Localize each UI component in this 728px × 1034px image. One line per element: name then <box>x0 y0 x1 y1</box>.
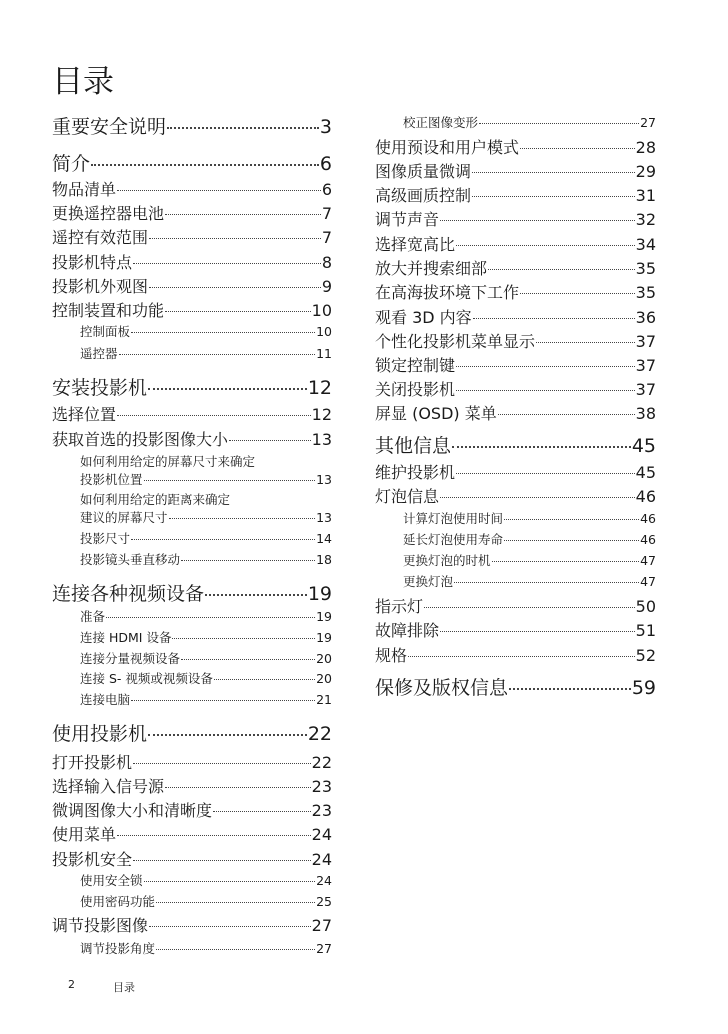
toc-entry-label-line1: 如何利用给定的屏幕尺寸来确定 <box>80 454 256 469</box>
toc-entry-page: 29 <box>635 162 656 181</box>
dot-leader <box>479 123 639 124</box>
toc-entry-page: 45 <box>635 463 656 482</box>
toc-entry-page: 27 <box>311 916 332 935</box>
toc-entry[interactable] <box>80 669 332 687</box>
toc-entry-label: 个性化投影机菜单显示 <box>375 332 536 351</box>
toc-entry[interactable] <box>52 913 332 936</box>
toc-entry[interactable] <box>403 113 656 131</box>
toc-entry-label: 控制面板 <box>80 324 131 339</box>
toc-entry[interactable] <box>52 427 332 450</box>
dot-leader <box>440 220 635 221</box>
dot-leader <box>131 539 315 540</box>
toc-entry-page: 38 <box>635 404 656 423</box>
dot-leader <box>473 318 635 319</box>
toc-entry[interactable] <box>375 353 656 376</box>
toc-entry-page: 36 <box>635 308 656 327</box>
dot-leader <box>214 679 315 680</box>
toc-entry-label: 选择宽高比 <box>375 235 456 254</box>
toc-entry[interactable] <box>80 529 332 547</box>
toc-entry[interactable] <box>52 112 332 139</box>
toc-entry-label: 校正图像变形 <box>403 115 479 130</box>
toc-entry-page: 12 <box>311 405 332 424</box>
toc-entry-page: 46 <box>640 532 656 547</box>
toc-entry[interactable] <box>52 177 332 200</box>
toc-entry-page: 22 <box>311 753 332 772</box>
toc-entry-label: 延长灯泡使用寿命 <box>403 532 504 547</box>
dot-leader <box>156 949 315 950</box>
toc-entry[interactable] <box>80 508 332 526</box>
toc-entry-page: 51 <box>635 621 656 640</box>
dot-leader <box>181 560 315 561</box>
toc-entry-label: 重要安全说明 <box>52 116 167 138</box>
toc-entry-label: 更换灯泡的时机 <box>403 553 491 568</box>
toc-entry[interactable] <box>403 509 656 527</box>
toc-entry-label: 使用安全锁 <box>80 873 143 888</box>
toc-entry-label: 微调图像大小和清晰度 <box>52 801 213 820</box>
dot-leader <box>408 656 635 657</box>
toc-entry-page: 7 <box>321 228 332 247</box>
toc-entry[interactable] <box>80 649 332 667</box>
toc-entry[interactable] <box>403 530 656 548</box>
toc-entry[interactable] <box>52 373 332 400</box>
toc-entry-page: 35 <box>635 259 656 278</box>
dot-leader <box>149 926 311 927</box>
toc-entry[interactable] <box>80 892 332 910</box>
toc-entry[interactable] <box>375 256 656 279</box>
toc-entry-page: 32 <box>635 210 656 229</box>
toc-entry-page: 24 <box>311 850 332 869</box>
toc-entry-label: 投影机外观图 <box>52 277 149 296</box>
toc-entry-page: 18 <box>316 552 332 567</box>
toc-entry[interactable] <box>375 377 656 400</box>
toc-entry-label: 遥控有效范围 <box>52 228 149 247</box>
toc-entry[interactable] <box>52 847 332 870</box>
toc-entry-page: 6 <box>319 153 332 175</box>
toc-entry-page: 13 <box>311 430 332 449</box>
toc-entry-label: 调节投影图像 <box>52 916 149 935</box>
toc-entry[interactable] <box>80 322 332 340</box>
toc-entry-page: 13 <box>316 510 332 525</box>
toc-entry-label: 连接 HDMI 设备 <box>80 630 172 645</box>
toc-entry-page: 45 <box>631 435 656 457</box>
toc-entry-label: 规格 <box>375 646 408 665</box>
toc-entry-label: 放大并搜索细部 <box>375 259 488 278</box>
toc-entry-label: 调节投影角度 <box>80 941 156 956</box>
toc-entry-page: 50 <box>635 597 656 616</box>
toc-entry-label: 调节声音 <box>375 210 440 229</box>
page-title: 目录 <box>52 64 114 100</box>
toc-entry-label: 打开投影机 <box>52 753 133 772</box>
toc-entry-page: 25 <box>316 894 332 909</box>
toc-entry[interactable] <box>52 402 332 425</box>
dot-leader <box>172 638 315 639</box>
toc-entry[interactable] <box>375 135 656 158</box>
toc-entry[interactable] <box>52 250 332 273</box>
dot-leader <box>472 172 635 173</box>
toc-entry[interactable] <box>52 298 332 321</box>
toc-entry-page: 11 <box>316 346 332 361</box>
toc-entry[interactable] <box>375 673 656 700</box>
toc-entry-label: 其他信息 <box>375 435 452 457</box>
toc-entry-label: 投影机安全 <box>52 850 133 869</box>
toc-entry-label: 观看 3D 内容 <box>375 308 472 327</box>
toc-entry-label: 控制装置和功能 <box>52 301 165 320</box>
dot-leader <box>498 414 635 415</box>
toc-entry-page: 19 <box>316 609 332 624</box>
toc-entry-page: 19 <box>307 583 332 605</box>
toc-entry[interactable] <box>403 551 656 569</box>
dot-leader <box>165 214 321 215</box>
toc-entry-page: 24 <box>311 825 332 844</box>
toc-entry-label: 安装投影机 <box>52 377 148 399</box>
dot-leader <box>213 811 311 812</box>
toc-entry-page: 22 <box>307 723 332 745</box>
toc-entry[interactable] <box>375 484 656 507</box>
dot-leader <box>488 269 635 270</box>
toc-entry-page: 59 <box>631 677 656 699</box>
dot-leader <box>117 190 321 191</box>
dot-leader <box>167 127 319 129</box>
toc-entry-label: 连接各种视频设备 <box>52 583 205 605</box>
toc-entry[interactable] <box>375 431 656 458</box>
toc-entry-page: 20 <box>316 671 332 686</box>
footer-page-number: 2 <box>68 978 75 991</box>
toc-entry[interactable] <box>52 579 332 606</box>
footer-section-label: 目录 <box>113 981 135 994</box>
toc-entry-page: 28 <box>635 138 656 157</box>
dot-leader <box>440 497 635 498</box>
toc-entry-label: 建议的屏幕尺寸 <box>80 510 168 525</box>
toc-entry-label: 获取首选的投影图像大小 <box>52 430 229 449</box>
toc-entry[interactable] <box>80 607 332 625</box>
dot-leader <box>119 354 316 355</box>
toc-entry[interactable] <box>80 690 332 708</box>
toc-entry[interactable] <box>80 939 332 957</box>
toc-entry-label: 遥控器 <box>80 346 118 361</box>
toc-entry-label: 投影尺寸 <box>80 531 131 546</box>
toc-entry-page: 47 <box>640 553 656 568</box>
dot-leader <box>472 196 635 197</box>
toc-entry[interactable] <box>80 344 332 362</box>
toc-entry[interactable] <box>375 401 656 424</box>
dot-leader <box>456 366 635 367</box>
toc-entry[interactable] <box>375 280 656 303</box>
toc-entry-label: 准备 <box>80 609 106 624</box>
toc-entry[interactable] <box>375 232 656 255</box>
toc-entry-page: 3 <box>319 116 332 138</box>
dot-leader <box>148 734 307 736</box>
dot-leader <box>424 607 635 608</box>
toc-entry-label: 计算灯泡使用时间 <box>403 511 504 526</box>
toc-entry-label: 连接电脑 <box>80 692 131 707</box>
dot-leader <box>133 263 321 264</box>
toc-entry[interactable] <box>375 594 656 617</box>
toc-entry-page: 20 <box>316 651 332 666</box>
toc-entry-page: 23 <box>311 777 332 796</box>
dot-leader <box>205 594 307 596</box>
toc-entry-page: 7 <box>321 204 332 223</box>
toc-entry-label: 使用密码功能 <box>80 894 156 909</box>
dot-leader <box>536 342 635 343</box>
toc-entry-page: 37 <box>635 380 656 399</box>
toc-entry-label: 投影镜头垂直移动 <box>80 552 181 567</box>
toc-entry[interactable] <box>375 207 656 230</box>
toc-entry-label: 投影机位置 <box>80 472 143 487</box>
toc-entry-page: 47 <box>640 574 656 589</box>
toc-entry-label: 使用菜单 <box>52 825 117 844</box>
toc-entry-page: 13 <box>316 472 332 487</box>
toc-entry-label: 物品清单 <box>52 180 117 199</box>
dot-leader <box>165 311 311 312</box>
toc-entry-page: 14 <box>316 531 332 546</box>
toc-entry-page: 46 <box>635 487 656 506</box>
dot-leader <box>169 518 316 519</box>
toc-entry-page: 12 <box>307 377 332 399</box>
toc-entry-page: 9 <box>321 277 332 296</box>
dot-leader <box>91 164 319 166</box>
toc-entry[interactable] <box>375 329 656 352</box>
dot-leader <box>133 763 311 764</box>
dot-leader <box>520 293 635 294</box>
toc-entry-label: 选择输入信号源 <box>52 777 165 796</box>
toc-entry-page: 37 <box>635 356 656 375</box>
toc-entry-label: 更换遥控器电池 <box>52 204 165 223</box>
toc-entry-label: 使用预设和用户模式 <box>375 138 520 157</box>
toc-entry-page: 35 <box>635 283 656 302</box>
toc-entry[interactable] <box>80 871 332 889</box>
dot-leader <box>229 440 311 441</box>
toc-entry-label: 更换灯泡 <box>403 574 454 589</box>
toc-entry-page: 34 <box>635 235 656 254</box>
toc-entry[interactable] <box>52 149 332 176</box>
toc-entry-label: 在高海拔环境下工作 <box>375 283 520 302</box>
toc-entry-label: 故障排除 <box>375 621 440 640</box>
toc-entry-label: 灯泡信息 <box>375 487 440 506</box>
dot-leader <box>156 902 315 903</box>
toc-entry[interactable] <box>80 628 332 646</box>
dot-leader <box>452 446 631 448</box>
toc-entry-label: 锁定控制键 <box>375 356 456 375</box>
toc-entry[interactable] <box>403 572 656 590</box>
dot-leader <box>456 473 635 474</box>
toc-entry-label: 连接分量视频设备 <box>80 651 181 666</box>
dot-leader <box>165 787 311 788</box>
toc-entry[interactable] <box>375 159 656 182</box>
toc-entry-label: 使用投影机 <box>52 723 148 745</box>
dot-leader <box>133 860 311 861</box>
toc-entry[interactable] <box>52 750 332 773</box>
dot-leader <box>504 519 639 520</box>
toc-entry-label: 维护投影机 <box>375 463 456 482</box>
toc-entry-label: 连接 S- 视频或视频设备 <box>80 671 213 686</box>
dot-leader <box>149 238 321 239</box>
toc-entry[interactable] <box>52 774 332 797</box>
dot-leader <box>520 148 635 149</box>
toc-entry-page: 19 <box>316 630 332 645</box>
dot-leader <box>144 480 316 481</box>
toc-entry[interactable] <box>52 822 332 845</box>
dot-leader <box>149 287 321 288</box>
toc-entry-label: 图像质量微调 <box>375 162 472 181</box>
toc-entry-label-line1: 如何利用给定的距离来确定 <box>80 492 231 507</box>
toc-entry[interactable] <box>52 798 332 821</box>
dot-leader <box>504 540 639 541</box>
dot-leader <box>106 617 315 618</box>
toc-entry-label: 选择位置 <box>52 405 117 424</box>
toc-entry-label: 关闭投影机 <box>375 380 456 399</box>
toc-entry-page: 46 <box>640 511 656 526</box>
toc-entry-page: 8 <box>321 253 332 272</box>
toc-entry-page: 31 <box>635 186 656 205</box>
toc-entry[interactable] <box>52 225 332 248</box>
toc-entry[interactable] <box>375 618 656 641</box>
dot-leader <box>456 245 635 246</box>
toc-entry[interactable] <box>375 460 656 483</box>
dot-leader <box>144 881 316 882</box>
toc-entry-label: 简介 <box>52 153 91 175</box>
toc-entry[interactable] <box>375 183 656 206</box>
toc-entry-page: 10 <box>311 301 332 320</box>
toc-entry-page: 24 <box>316 873 332 888</box>
toc-entry[interactable] <box>80 470 332 488</box>
dot-leader <box>454 582 639 583</box>
toc-entry-page: 52 <box>635 646 656 665</box>
toc-entry[interactable] <box>52 719 332 746</box>
toc-entry-label: 屏显 (OSD) 菜单 <box>375 404 497 423</box>
toc-entry[interactable] <box>375 305 656 328</box>
dot-leader <box>181 659 315 660</box>
dot-leader <box>509 688 631 690</box>
dot-leader <box>492 561 640 562</box>
toc-entry[interactable] <box>80 550 332 568</box>
toc-entry-page: 23 <box>311 801 332 820</box>
dot-leader <box>131 332 315 333</box>
toc-entry-page: 21 <box>316 692 332 707</box>
toc-entry-page: 10 <box>316 324 332 339</box>
dot-leader <box>117 835 311 836</box>
dot-leader <box>131 700 315 701</box>
dot-leader <box>148 388 307 390</box>
toc-entry-label: 指示灯 <box>375 597 424 616</box>
toc-entry-page: 27 <box>640 115 656 130</box>
dot-leader <box>440 631 635 632</box>
toc-entry-label: 高级画质控制 <box>375 186 472 205</box>
dot-leader <box>117 415 311 416</box>
toc-entry-label: 保修及版权信息 <box>375 677 509 699</box>
toc-entry-page: 37 <box>635 332 656 351</box>
dot-leader <box>456 390 635 391</box>
toc-entry-label: 投影机特点 <box>52 253 133 272</box>
toc-entry[interactable] <box>52 201 332 224</box>
toc-entry-page: 27 <box>316 941 332 956</box>
toc-entry[interactable] <box>52 274 332 297</box>
toc-entry-page: 6 <box>321 180 332 199</box>
toc-entry[interactable] <box>375 643 656 666</box>
